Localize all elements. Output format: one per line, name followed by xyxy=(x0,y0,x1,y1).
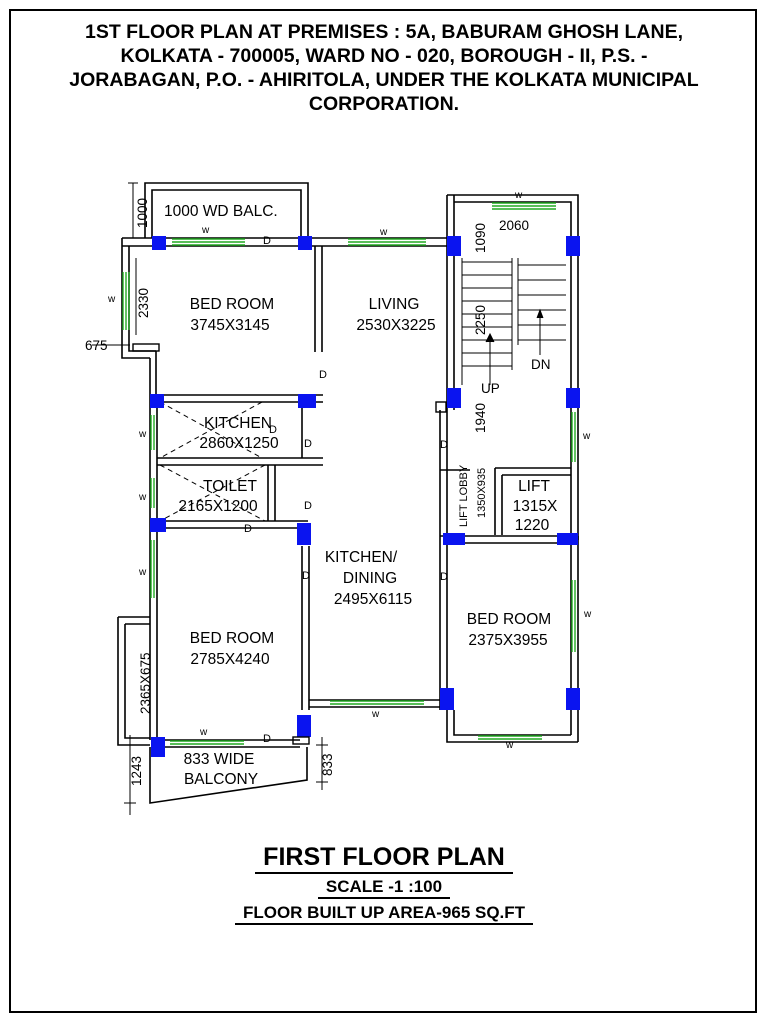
header-line-2: KOLKATA - 700005, WARD NO - 020, BOROUGH - II, P.S. - xyxy=(120,45,648,67)
kitchen-name: KITCHEN xyxy=(203,415,273,432)
window-bed-nw-west xyxy=(123,272,129,330)
window-label: w xyxy=(584,609,592,620)
window-bed-sw-south xyxy=(170,741,244,744)
door-label: D xyxy=(440,439,448,451)
lift-size-2: 1220 xyxy=(514,517,550,534)
bed-sw-name: BED ROOM xyxy=(189,630,275,647)
columns xyxy=(150,236,580,757)
toilet-size: 2165X1200 xyxy=(178,498,258,515)
dim-2250: 2250 xyxy=(473,304,488,335)
window-toilet-west xyxy=(151,478,154,508)
window-kitchen-west xyxy=(151,415,154,450)
dim-1243: 1243 xyxy=(129,755,144,786)
stair-down-label: DN xyxy=(531,357,551,372)
lift-size-1: 1315X xyxy=(512,498,558,515)
window-kd-south xyxy=(330,701,424,704)
window-stair-east xyxy=(572,412,575,462)
dim-1940: 1940 xyxy=(473,402,488,433)
window-label: w xyxy=(139,492,147,503)
dim-2060: 2060 xyxy=(499,218,530,233)
lift-name: LIFT xyxy=(518,478,550,495)
door-label: D xyxy=(263,733,271,745)
footer-title-text: FIRST FLOOR PLAN xyxy=(255,843,513,874)
dim-2330: 2330 xyxy=(136,287,151,318)
window-label: w xyxy=(506,740,514,751)
dim-1000: 1000 xyxy=(135,197,150,228)
window-label: w xyxy=(372,709,380,720)
balcony-bottom-line-1: 833 WIDE xyxy=(183,751,255,768)
bed-nw-size: 3745X3145 xyxy=(190,317,270,334)
lift-lobby-size: 1350X935 xyxy=(476,467,488,518)
toilet-name: TOILET xyxy=(203,478,257,495)
balcony-top-label: 1000 WD BALC. xyxy=(164,203,278,220)
stair-up-label: UP xyxy=(481,381,500,396)
footer-scale xyxy=(0,877,768,897)
bed-se-name: BED ROOM xyxy=(466,611,552,628)
door-label: D xyxy=(244,523,252,535)
door-stubs xyxy=(133,344,446,744)
lift-lobby-name: LIFT LOBBY xyxy=(458,464,470,527)
door-label: D xyxy=(304,438,312,450)
window-label: w xyxy=(108,294,116,305)
kitchen-size: 2860X1250 xyxy=(199,435,279,452)
dim-1090: 1090 xyxy=(473,222,488,253)
window-stair-north xyxy=(492,203,556,209)
window-label: w xyxy=(515,190,523,201)
door-label: D xyxy=(319,369,327,381)
kd-size: 2495X6115 xyxy=(333,591,413,608)
dim-833: 833 xyxy=(320,753,335,776)
window-label: w xyxy=(139,567,147,578)
dim-2365x675: 2365X675 xyxy=(138,652,153,714)
kd-name-2: DINING xyxy=(342,570,398,587)
door-label: D xyxy=(269,424,277,436)
footer-area-text: FLOOR BUILT UP AREA-965 SQ.FT xyxy=(235,903,533,925)
door-label: D xyxy=(263,235,271,247)
window-label: w xyxy=(380,227,388,238)
window-labels xyxy=(107,190,592,751)
window-label: w xyxy=(583,431,591,442)
window-bed-se-south xyxy=(478,736,542,739)
door-label: D xyxy=(302,570,310,582)
footer-scale-text: SCALE -1 :100 xyxy=(318,877,450,899)
window-label: w xyxy=(139,429,147,440)
bed-sw-size: 2785X4240 xyxy=(190,651,270,668)
footer-title xyxy=(0,843,768,872)
dim-675: 675 xyxy=(85,338,108,353)
kd-name-1: KITCHEN/ xyxy=(324,549,398,566)
door-label: D xyxy=(304,500,312,512)
window-bed-nw-north xyxy=(172,239,245,245)
header-line-4: CORPORATION. xyxy=(308,93,460,115)
living-size: 2530X3225 xyxy=(356,317,436,334)
door-label: D xyxy=(440,571,448,583)
balcony-bottom-line-2: BALCONY xyxy=(183,771,259,788)
bed-nw-name: BED ROOM xyxy=(189,296,275,313)
window-bed-sw-west xyxy=(151,540,154,598)
walls xyxy=(118,183,578,803)
window-bed-se-east xyxy=(572,580,575,652)
header-line-1: 1ST FLOOR PLAN AT PREMISES : 5A, BABURAM GHOSH LANE, xyxy=(84,21,684,43)
window-label: w xyxy=(200,727,208,738)
living-name: LIVING xyxy=(368,296,420,313)
bed-se-size: 2375X3955 xyxy=(468,632,548,649)
window-label: w xyxy=(202,225,210,236)
footer-area xyxy=(0,903,768,923)
header-line-3: JORABAGAN, P.O. - AHIRITOLA, UNDER THE KOLKATA MUNICIPAL xyxy=(69,69,699,91)
window-living-north xyxy=(348,239,426,245)
